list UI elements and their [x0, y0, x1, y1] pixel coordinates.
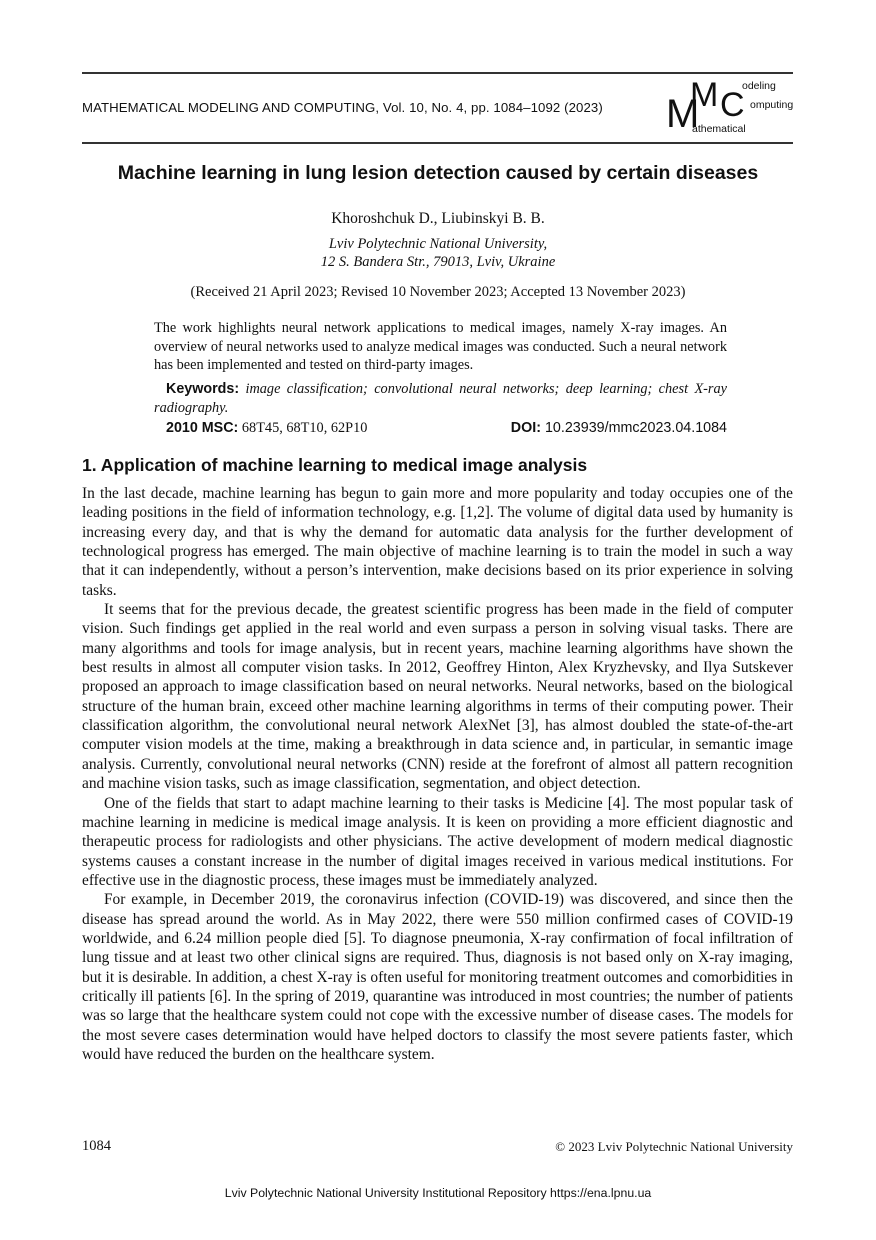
- authors: Khoroshchuk D., Liubinskyi B. B.: [331, 210, 545, 227]
- msc-label: 2010 MSC:: [166, 420, 239, 436]
- abstract: The work highlights neural network applications to medical images, namely X-ray images. An overview of neural networks used to analyze medical images was conducted. Such a neural network has been implemented and tested on third-party images.: [154, 320, 727, 374]
- keywords-label: Keywords:: [166, 381, 240, 397]
- doi-label: DOI:: [510, 420, 541, 436]
- paper-title: Machine learning in lung lesion detection caused by certain diseases: [117, 162, 759, 184]
- paragraph: One of the fields that start to adapt machine learning to their tasks is Medicine [4]. The most popular task of machine learning in medicine is medical image analysis. It is keen on providing a more efficient diagnostic and therapeutic process for radiologists and other physicians. The active development of modern medical diagnostic systems causes a constant increase in the number of digital images received in various medical institutions. For effective use in the diagnostic process, these images must be immediately analyzed.: [82, 794, 793, 889]
- copyright: © 2023 Lviv Polytechnic National University: [555, 1139, 793, 1154]
- journal-logo: M M C odeling omputing athematical: [666, 76, 794, 136]
- paragraph: It seems that for the previous decade, the greatest scientific progress has been made in the field of computer vision. Such findings get applied in the real world and even surpass a person in solving visual tasks. There are many algorithms and tools for image analysis, but in recent years, machine learning algorithms have shown the best results in almost all computer vision tasks. In 2012, Geoffrey Hinton, Alex Kryzhevsky, and Ilya Sutskever proposed an approach to image classification based on neural networks. Neural networks, based on the biological structure of the human brain, exceed other machine learning algorithms in terms of their computing power. Their classification algorithm, the convolutional neural network AlexNet [3], has almost doubled the state-of-the-art computer vision models at the time, making a breakthrough in data science and, in particular, in semantic image analysis. Currently, convolutional neural networks (CNN) reside at the forefront of almost all pattern recognition and machine vision tasks, such as image classification, segmentation, and object detection.: [82, 601, 793, 793]
- header-rule: [82, 142, 793, 144]
- paragraph: In the last decade, machine learning has begun to gain more and more popularity and today occupies one of the leading positions in the field of information technology, e.g. [1,2]. The volume of digital data used by humanity is increasing every day, and that is why the demand for automatic data analysis for the further development of technological progress has emerged. The main objective of machine learning is to train the model in such a way that it can independently, without a person’s intervention, make decisions based on its prior experience in solving tasks.: [82, 485, 793, 599]
- affiliation-line-1: Lviv Polytechnic National University,: [328, 236, 548, 252]
- keywords-value: image classification; convolutional neural networks; deep learning; chest X-ray radiography.: [154, 381, 727, 416]
- msc: [166, 420, 367, 437]
- section-body: [82, 484, 793, 1064]
- doi: [511, 420, 727, 436]
- doi-value: 10.23939/mmc2023.04.1084: [544, 420, 727, 436]
- journal-header: MATHEMATICAL MODELING AND COMPUTING, Vol. 10, No. 4, pp. 1084–1092 (2023): [82, 100, 603, 115]
- affiliation-line-2: 12 S. Bandera Str., 79013, Lviv, Ukraine: [320, 254, 556, 270]
- keywords: [154, 380, 727, 417]
- msc-value: 68T45, 68T10, 62P10: [241, 420, 368, 436]
- page-number: 1084: [82, 1138, 111, 1154]
- section-heading: 1. Application of machine learning to medical image analysis: [82, 455, 588, 475]
- top-rule: [82, 72, 793, 74]
- repository-footer: Lviv Polytechnic National University Institutional Repository https://ena.lpnu.ua: [224, 1186, 652, 1200]
- dates: (Received 21 April 2023; Revised 10 November 2023; Accepted 13 November 2023): [190, 284, 686, 300]
- paragraph: For example, in December 2019, the coronavirus infection (COVID-19) was discovered, and since then the disease has spread around the world. As in May 2022, there were 550 million confirmed cases of COVID-19 worldwide, and 6.24 million people died [5]. To diagnose pneumonia, X-ray confirmation of focal infiltration of lung tissue and at least two other clinical signs are required. Thus, diagnosis is not based only on X-ray imaging, but it is desirable. In addition, a chest X-ray is often useful for monitoring treatment outcomes and comorbidities in critically ill patients [6]. In the spring of 2019, quarantine was introduced in most countries; the number of patients was so large that the healthcare system could not cope with the excessive number of disease cases. The models for the most severe cases determination would have helped doctors to classify the most severe patients faster, which would have reduced the burden on the healthcare system.: [82, 891, 793, 1063]
